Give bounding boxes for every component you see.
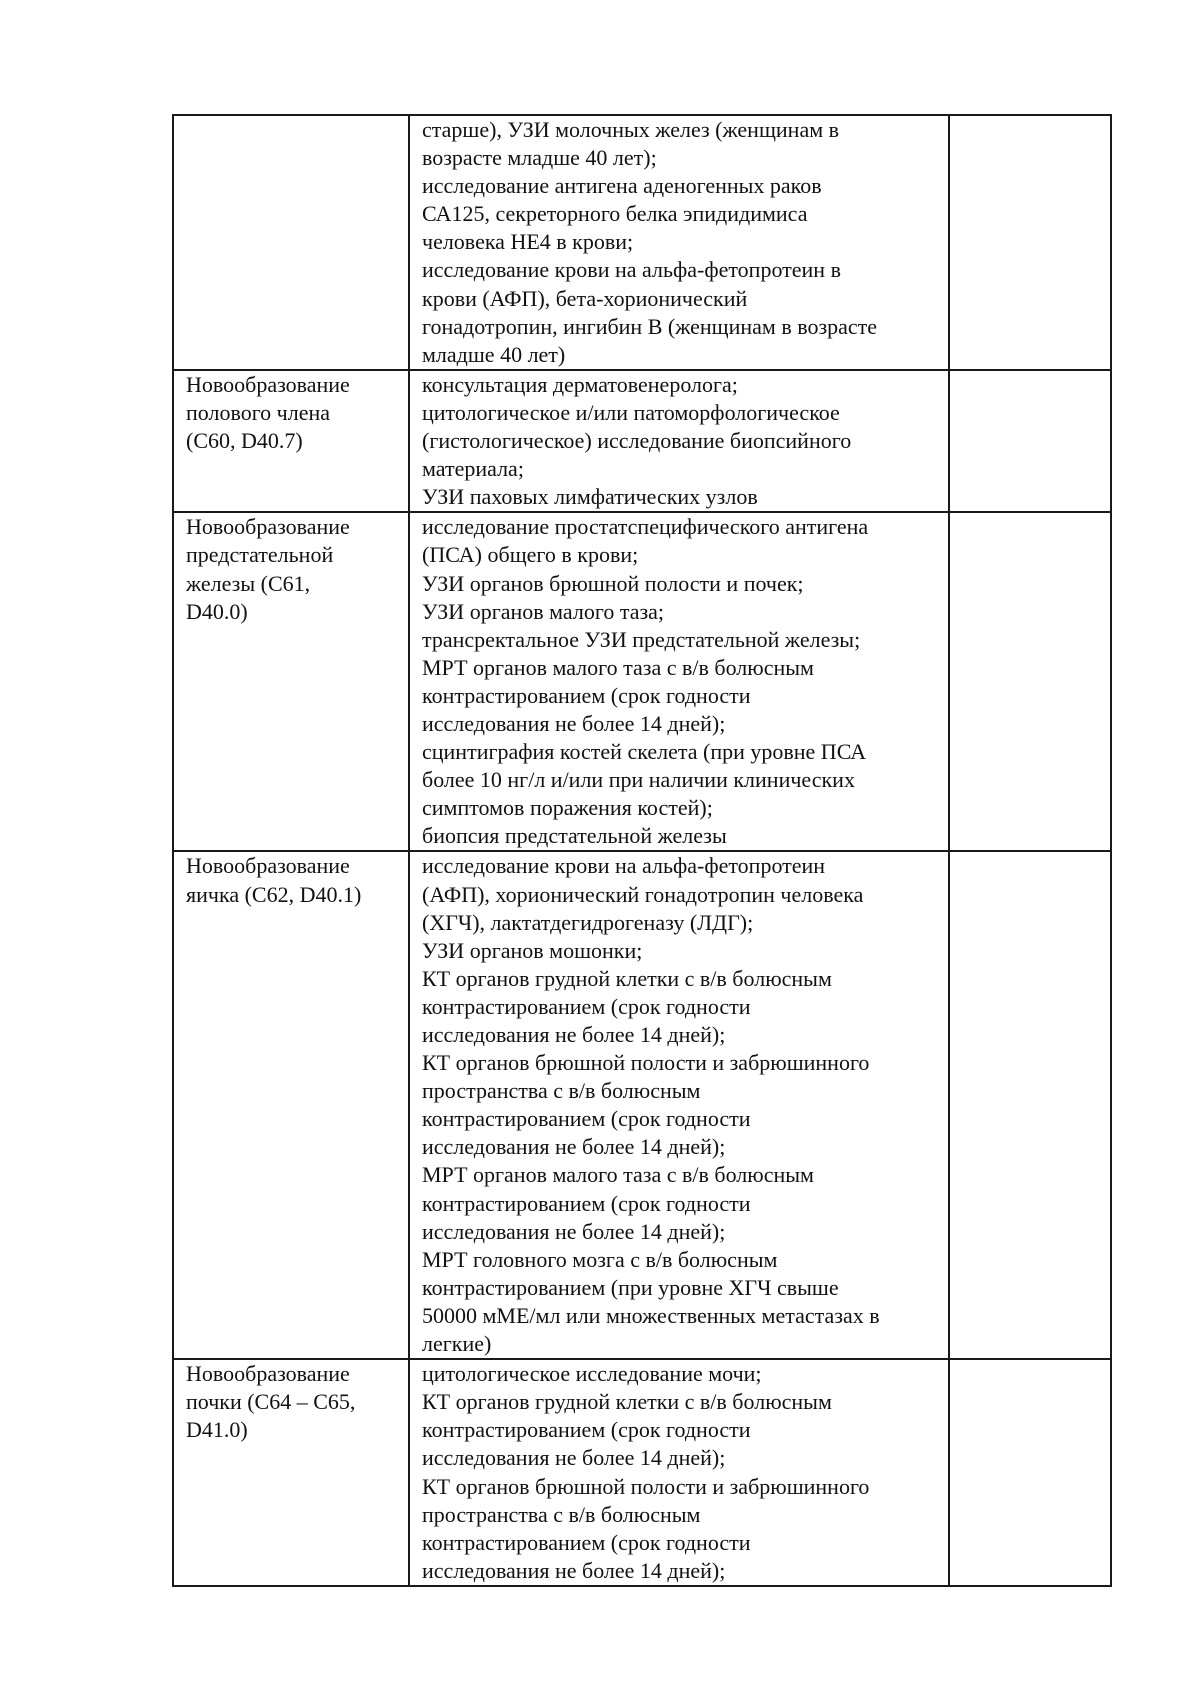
examination-line: старше), УЗИ молочных желез (женщинам в xyxy=(422,117,840,142)
examination-line: УЗИ органов брюшной полости и почек; xyxy=(422,570,804,596)
note-cell xyxy=(949,1359,1111,1586)
note-cell xyxy=(949,512,1111,851)
diagnosis-line: Новообразование xyxy=(186,514,350,540)
examination-line: контрастированием (срок годности xyxy=(422,993,751,1019)
diagnosis-cell xyxy=(173,851,409,1359)
examination-line: КТ органов грудной клетки с в/в болюсным xyxy=(422,965,832,991)
examination-line: биопсия предстательной железы xyxy=(422,823,727,849)
examination-line: сцинтиграфия костей скелета (при уровне ПСА xyxy=(422,739,867,765)
examination-line: исследования не более 14 дней); xyxy=(422,1134,726,1160)
examination-line: исследования не более 14 дней); xyxy=(422,1445,726,1471)
examination-line: исследования не более 14 дней); xyxy=(422,1218,726,1244)
diagnosis-line: полового члена xyxy=(186,399,331,425)
examination-line: (АФП), хорионический гонадотропин человека xyxy=(422,881,864,907)
examination-line: контрастированием (срок годности xyxy=(422,1190,751,1216)
examination-line: цитологическое исследование мочи; xyxy=(422,1361,762,1387)
examination-line: КТ органов брюшной полости и забрюшинного xyxy=(422,1473,870,1499)
examination-line: МРТ органов малого таза с в/в болюсным xyxy=(422,1162,814,1188)
examination-line: легкие) xyxy=(422,1331,492,1357)
examination-line: исследование антигена аденогенных раков xyxy=(422,173,822,199)
examination-line: исследования не более 14 дней); xyxy=(422,1557,726,1583)
examination-line: 50000 мМЕ/мл или множественных метастазах в xyxy=(422,1302,880,1328)
examination-line: МРТ органов малого таза с в/в болюсным xyxy=(422,654,814,680)
diagnosis-line: предстательной xyxy=(186,542,334,568)
diagnosis-line: (С60, D40.7) xyxy=(186,428,303,454)
diagnosis-cell xyxy=(173,115,409,370)
examination-line: гонадотропин, ингибин В (женщинам в возрасте xyxy=(422,313,878,339)
examination-line: (ПСА) общего в крови; xyxy=(422,542,639,568)
examination-line: трансректальное УЗИ предстательной железы; xyxy=(422,626,861,652)
diagnosis-line: железы (С61, xyxy=(186,570,311,596)
examination-line: контрастированием (срок годности xyxy=(422,1106,751,1132)
examination-line: цитологическое и/или патоморфологическое xyxy=(422,399,840,425)
examination-line: пространства с в/в болюсным xyxy=(422,1078,701,1104)
examination-line: возрасте младше 40 лет); xyxy=(422,145,657,171)
examination-line: исследование крови на альфа-фетопротеин в xyxy=(422,257,841,283)
examination-line: (ХГЧ), лактатдегидрогеназу (ЛДГ); xyxy=(422,909,754,935)
examination-line: более 10 нг/л и/или при наличии клинических xyxy=(422,767,855,793)
diagnosis-cell xyxy=(173,370,409,512)
diagnosis-line: Новообразование xyxy=(186,853,350,879)
examination-line: УЗИ органов мошонки; xyxy=(422,937,643,963)
examination-table xyxy=(172,114,1112,1587)
diagnosis-line: D40.0) xyxy=(186,598,248,624)
table-row xyxy=(173,115,1111,370)
diagnosis-line: D41.0) xyxy=(186,1417,248,1443)
examination-line: исследование крови на альфа-фетопротеин xyxy=(422,853,826,879)
diagnosis-line: яичка (С62, D40.1) xyxy=(186,881,362,907)
examination-line: младше 40 лет) xyxy=(422,341,566,367)
examination-line: исследования не более 14 дней); xyxy=(422,1022,726,1047)
examination-line: пространства с в/в болюсным xyxy=(422,1501,701,1527)
examination-line: МРТ головного мозга с в/в болюсным xyxy=(422,1246,778,1272)
examination-line: исследование простатспецифического антигена xyxy=(422,514,869,540)
table-body xyxy=(173,115,1111,1586)
examination-line: контрастированием (при уровне ХГЧ свыше xyxy=(422,1274,839,1300)
diagnosis-line: Новообразование xyxy=(186,1361,350,1387)
examination-line: (гистологическое) исследование биопсийного xyxy=(422,428,852,454)
table-row xyxy=(173,512,1111,851)
examination-line: контрастированием (срок годности xyxy=(422,682,751,708)
diagnosis-line: Новообразование xyxy=(186,371,350,397)
diagnosis-cell xyxy=(173,1359,409,1586)
examination-line: контрастированием (срок годности xyxy=(422,1417,751,1443)
examinations-cell xyxy=(409,851,949,1359)
table-row xyxy=(173,851,1111,1359)
note-cell xyxy=(949,370,1111,512)
examinations-cell xyxy=(409,370,949,512)
diagnosis-cell xyxy=(173,512,409,851)
examination-line: человека НЕ4 в крови; xyxy=(422,229,634,255)
examination-line: КТ органов брюшной полости и забрюшинного xyxy=(422,1050,870,1076)
examination-line: исследования не более 14 дней); xyxy=(422,710,726,736)
examination-line: контрастированием (срок годности xyxy=(422,1529,751,1555)
diagnosis-line: почки (С64 – С65, xyxy=(186,1389,356,1415)
note-cell xyxy=(949,851,1111,1359)
examinations-cell xyxy=(409,1359,949,1586)
examination-line: УЗИ паховых лимфатических узлов xyxy=(422,484,758,510)
examination-line: КТ органов грудной клетки с в/в болюсным xyxy=(422,1389,832,1415)
examinations-cell xyxy=(409,512,949,851)
examination-line: крови (АФП), бета-хорионический xyxy=(422,285,748,311)
examination-line: консультация дерматовенеролога; xyxy=(422,371,738,397)
examination-line: материала; xyxy=(422,456,524,482)
examination-line: симптомов поражения костей); xyxy=(422,795,713,821)
examination-line: УЗИ органов малого таза; xyxy=(422,598,665,624)
examinations-cell xyxy=(409,115,949,370)
note-cell xyxy=(949,115,1111,370)
table-row xyxy=(173,1359,1111,1586)
examination-line: СА125, секреторного белка эпидидимиса xyxy=(422,201,808,227)
table-row xyxy=(173,370,1111,512)
